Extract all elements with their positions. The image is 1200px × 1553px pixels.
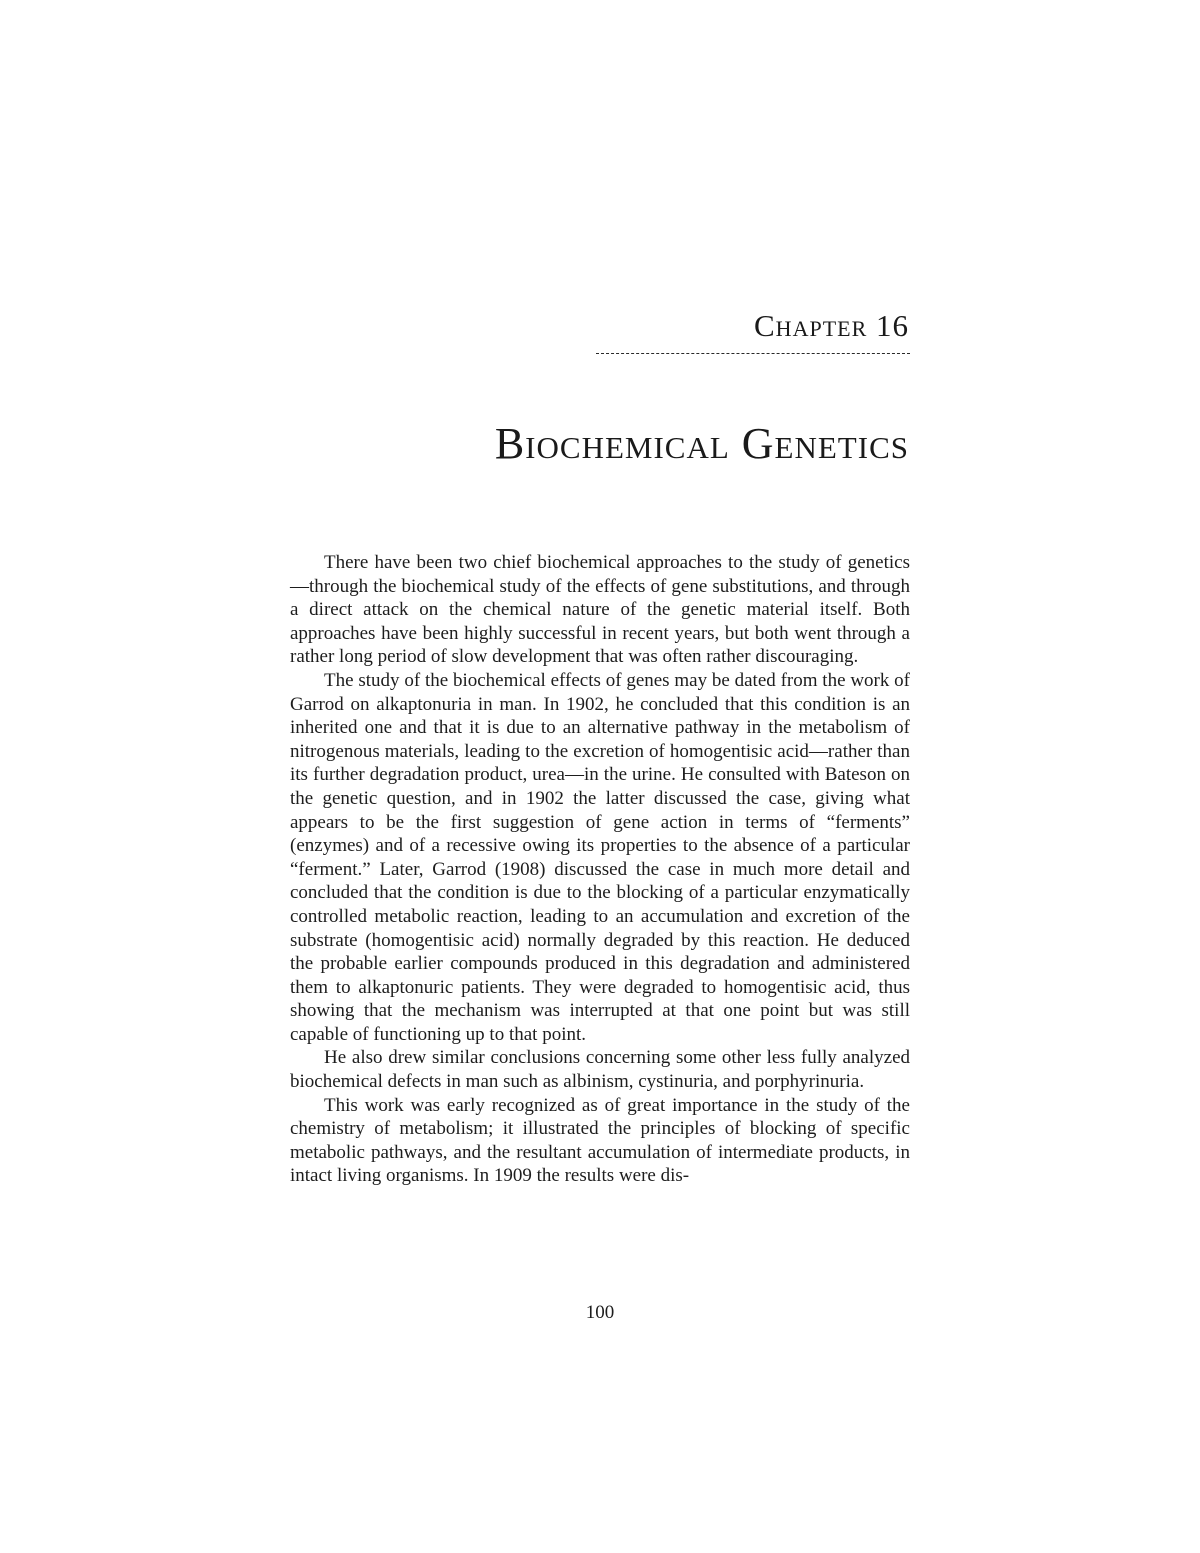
page-number: 100 [585, 1302, 615, 1323]
paragraph: He also drew similar conclusions concerning some other less fully analyzed biochemical defects in man such as albinism, cystinuria, and porphyrinuria. [290, 1047, 910, 1093]
chapter-title: Biochemical Genetics [494, 419, 909, 468]
paragraph: This work was early recognized as of great importance in the study of the chemistry of metabolism; it illustrated the principles of blocking of specific metabolic pathways, and the resultant accumulation of intermediate products, in intact living organisms. In 1909 the results were dis- [290, 1094, 910, 1187]
chapter-label: Chapter 16 [754, 308, 909, 343]
paragraph: The study of the biochemical effects of genes may be dated from the work of Garrod on alkaptonuria in man. In 1902, he concluded that this condition is an inherited one and that it is due to an alternative pathway in the metabolism of nitrogenous materials, leading to the excretion of homogentisic acid—rather than its further degradation product, urea—in the urine. He consulted with Bateson on the genetic question, and in 1902 the latter discussed the case, giving what appears to be the first suggestion of gene action in terms of “ferments” (enzymes) and of a recessive owing its properties to the absence of a particular “ferment.” Later, Garrod (1908) discussed the case in much more detail and concluded that the condition is due to the blocking of a particular enzymatically controlled metabolic reaction, leading to an accumulation and excretion of the substrate (homogentisic acid) normally degraded by this reaction. He deduced the probable earlier compounds produced in this degradation and administered them to alkaptonuric patients. They were degraded to homogentisic acid, thus showing that the mechanism was interrupted at that one point but was still capable of functioning up to that point. [290, 669, 910, 1045]
body-text [290, 551, 910, 1188]
chapter-rule [596, 353, 910, 354]
paragraph: There have been two chief biochemical approaches to the study of genetics—through the biochemical study of the effects of gene substitutions, and through a direct attack on the chemical nature of the genetic material itself. Both approaches have been highly successful in recent years, but both went through a rather long period of slow development that was often rather discouraging. [290, 552, 910, 668]
